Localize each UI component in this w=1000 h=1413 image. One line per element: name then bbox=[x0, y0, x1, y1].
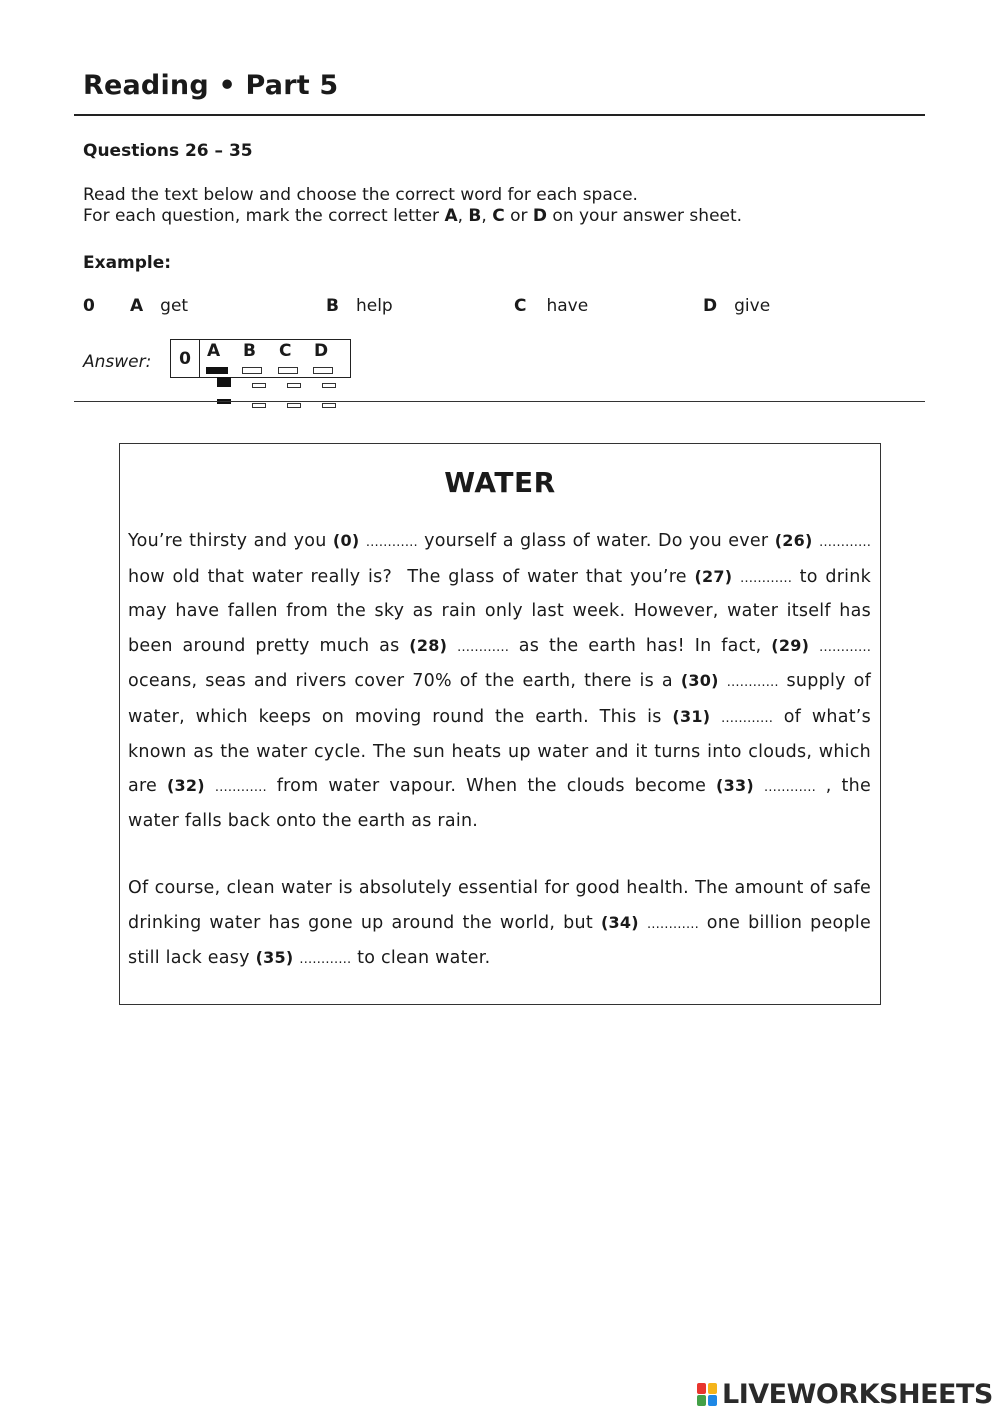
example-option-d: D give bbox=[703, 296, 771, 316]
gap-number: (0) bbox=[332, 531, 360, 550]
answer-mark bbox=[217, 382, 231, 387]
passage-title: WATER bbox=[444, 466, 556, 499]
answer-bubble-small bbox=[287, 383, 301, 388]
gap-number: (30) bbox=[680, 671, 719, 691]
example-option-c: C have bbox=[514, 296, 589, 316]
passage-text-segment: how old that water really is? The glass of water that you’re bbox=[128, 566, 695, 587]
answer-bubble-a bbox=[206, 367, 228, 374]
answer-gap[interactable]: ………… bbox=[456, 639, 509, 655]
gap-number: (27) bbox=[694, 566, 733, 586]
passage-text-segment: oceans, seas and rivers cover 70% of the earth, there is a bbox=[128, 671, 681, 692]
answer-gap[interactable]: ………… bbox=[299, 952, 352, 968]
instruction-line-1: Read the text below and choose the correct word for each space. bbox=[83, 185, 638, 205]
answer-gap[interactable]: ………… bbox=[740, 570, 792, 586]
instruction-line-2: For each question, mark the correct letter A, B, C or D on your answer sheet. bbox=[83, 206, 743, 226]
gap-number: (26) bbox=[774, 531, 813, 550]
example-number: 0 bbox=[83, 296, 95, 316]
passage-text-segment: , the water falls back onto the earth as rain. bbox=[128, 776, 871, 831]
passage-text-segment: Of course, clean water is absolutely essential for good health. The amount of safe drinking water has gone up around the world, but bbox=[128, 877, 871, 933]
example-option-b: B help bbox=[326, 296, 393, 316]
answer-letter-a: A bbox=[207, 341, 221, 361]
answer-gap[interactable]: ………… bbox=[818, 535, 871, 550]
answer-gap[interactable]: ………… bbox=[721, 710, 773, 726]
gap-number: (28) bbox=[409, 635, 448, 655]
paragraph-1 bbox=[128, 524, 871, 838]
answer-letter-b: B bbox=[243, 341, 256, 361]
questions-range: Questions 26 – 35 bbox=[83, 141, 253, 161]
answer-gap[interactable]: ………… bbox=[646, 916, 699, 932]
answer-gap[interactable]: ………… bbox=[365, 535, 418, 550]
passage-text-segment: You’re thirsty and you bbox=[128, 531, 333, 551]
answer-gap[interactable]: ………… bbox=[763, 780, 816, 796]
answer-bubble-d bbox=[313, 367, 333, 374]
liveworksheets-logo-icon bbox=[697, 1381, 719, 1407]
gap-number: (35) bbox=[255, 948, 294, 968]
answer-gap[interactable]: ………… bbox=[818, 639, 871, 655]
answer-letter-d: D bbox=[314, 341, 329, 361]
answer-bubble-b bbox=[242, 367, 262, 374]
passage-text-segment: from water vapour. When the clouds become bbox=[266, 776, 717, 797]
brand-name: LIVEWORKSHEETS bbox=[722, 1378, 993, 1410]
gap-number: (34) bbox=[600, 912, 639, 932]
answer-gap[interactable]: ………… bbox=[214, 780, 267, 796]
answer-gap[interactable]: ………… bbox=[726, 675, 779, 691]
title-divider bbox=[74, 114, 925, 116]
answer-bubble-small bbox=[252, 403, 266, 408]
answer-bubble-c bbox=[278, 367, 298, 374]
page-title: Reading • Part 5 bbox=[83, 70, 339, 101]
answer-bubble-small bbox=[252, 383, 266, 388]
gap-number: (31) bbox=[672, 706, 711, 726]
answer-label: Answer: bbox=[83, 352, 152, 372]
answer-bubble-small bbox=[287, 403, 301, 408]
section-divider bbox=[74, 401, 925, 402]
passage-text-segment: yourself a glass of water. Do you ever bbox=[417, 531, 775, 551]
gap-number: (32) bbox=[166, 776, 205, 796]
answer-bubble-small bbox=[322, 403, 336, 408]
brand-logo bbox=[697, 1378, 993, 1410]
passage-text-segment: as the earth has! In fact, bbox=[508, 635, 772, 656]
passage-text bbox=[128, 524, 871, 977]
example-option-a: A get bbox=[130, 296, 189, 316]
passage-text-segment: to drink may have fallen from the sky as rain only last week. However, water itself has been around pretty much as bbox=[128, 566, 871, 656]
passage-text-segment: one billion people still lack easy bbox=[128, 912, 871, 969]
example-label: Example: bbox=[83, 253, 172, 273]
passage-text-segment: to clean water. bbox=[351, 948, 491, 969]
passage-text-segment: supply of water, which keeps on moving round the earth. This is bbox=[128, 671, 871, 727]
passage-text-segment: of what’s known as the water cycle. The sun heats up water and it turns into clouds, which are bbox=[128, 706, 871, 797]
answer-bubble-small bbox=[322, 383, 336, 388]
gap-number: (33) bbox=[716, 776, 754, 796]
gap-number: (29) bbox=[771, 635, 810, 655]
answer-letter-c: C bbox=[279, 341, 292, 361]
instructions bbox=[83, 185, 742, 227]
answer-number: 0 bbox=[171, 340, 200, 377]
paragraph-2 bbox=[128, 872, 871, 977]
